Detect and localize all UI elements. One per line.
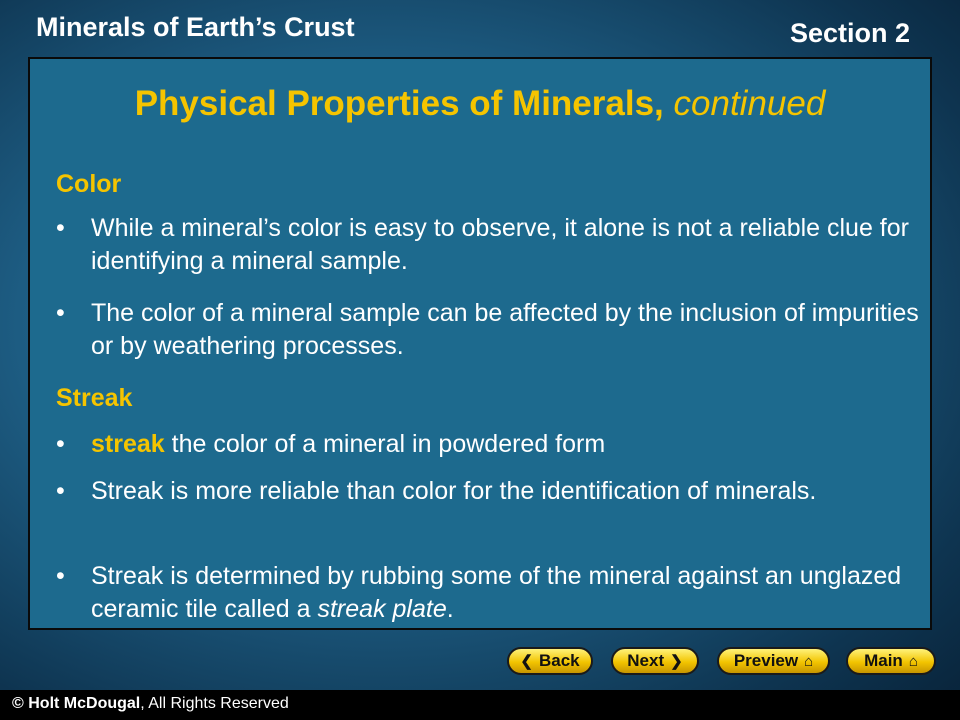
slide-title-suffix: continued <box>673 84 826 123</box>
section-label: Section 2 <box>789 18 910 48</box>
bullet-item <box>56 297 926 363</box>
bullet-item <box>56 212 926 278</box>
preview-button[interactable] <box>717 647 830 675</box>
chevron-right-icon: ❯ <box>670 652 683 670</box>
bullet-icon: • <box>56 430 65 458</box>
bullet-icon: • <box>56 299 65 327</box>
bullet-term: streak <box>91 430 165 458</box>
bullet-text: Streak is determined by rubbing some of the mineral against an unglazed ceramic tile called a <box>91 562 902 623</box>
back-button-label: Back <box>538 651 580 670</box>
next-button[interactable] <box>611 647 699 675</box>
home-icon: ⌂ <box>908 652 918 670</box>
bullet-icon: • <box>56 562 65 590</box>
bullet-text: the color of a mineral in powdered form <box>171 430 606 458</box>
section-heading-color: Color <box>56 170 122 198</box>
slide-title-main: Physical Properties of Minerals, <box>134 84 664 123</box>
bullet-emphasis: streak plate <box>317 595 447 623</box>
preview-button-label: Preview <box>733 651 799 670</box>
chevron-left-icon: ❮ <box>520 652 533 670</box>
bullet-text: The color of a mineral sample can be affected by the inclusion of impurities or by weathering processes. <box>91 299 919 360</box>
bullet-icon: • <box>56 477 65 505</box>
home-icon: ⌂ <box>804 652 814 670</box>
back-button[interactable] <box>507 647 593 675</box>
section-heading-streak: Streak <box>56 384 133 412</box>
main-button-label: Main <box>864 651 903 670</box>
footer-bar <box>0 690 960 720</box>
rights-text: , All Rights Reserved <box>140 695 289 712</box>
bullet-item <box>56 560 926 626</box>
chapter-title: Minerals of Earth’s Crust <box>36 12 355 42</box>
slide-title <box>28 84 932 124</box>
bullet-item <box>56 428 926 461</box>
bullet-end: . <box>446 595 454 623</box>
bullet-text: Streak is more reliable than color for the identification of minerals. <box>91 477 817 505</box>
publisher-name: Holt McDougal <box>28 695 141 712</box>
next-button-label: Next <box>627 651 665 670</box>
main-button[interactable] <box>846 647 936 675</box>
bullet-icon: • <box>56 214 65 242</box>
copyright-text <box>12 695 289 713</box>
bullet-text: While a mineral’s color is easy to observe, it alone is not a reliable clue for identifying a mineral sample. <box>91 214 909 275</box>
bullet-item <box>56 475 926 508</box>
copyright-symbol: © <box>12 695 24 712</box>
